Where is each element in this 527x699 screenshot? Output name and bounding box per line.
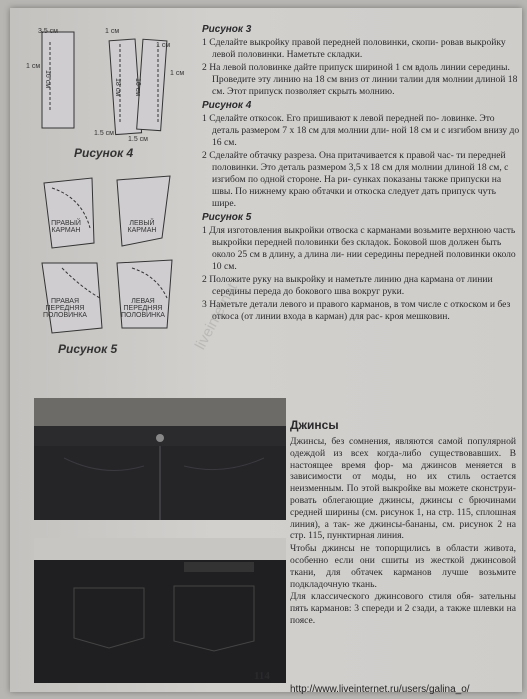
instruction-item: 1 Для изготовления выкройки отвоска с карманами возьмите верхнюю часть выкройки передней половинки без складок. Боковой шов должен быть около 25 см в длину, а длина ли- нии середины передней половинки около 10 см. [202,225,516,272]
liveinternet-watermark: liveinternet [191,280,241,353]
instruction-item: 1 Сделайте выкройку правой передней половинки, скопи- ровав выкройку левой половинки. Наметьте складки. [202,37,506,60]
photo-jeans-front [34,398,286,520]
measure-label: 1.5 см [94,130,114,137]
instruction-item: 1 Сделайте откосок. Его пришивают к левой передней по- ловинке. Это деталь размером 7 х 18 см для молнии дли- ной 18 см и с изгибом внизу до 16 см. [202,113,520,148]
piece-label: 16 см [44,70,51,89]
article-paragraph: Чтобы джинсы не топорщились в области живота, особенно если они сшиты из жесткой джинсовой ткани, для обтачек карманов лучше возьмите подкладочную ткань. [290,543,516,590]
figure-5-diagram [22,168,202,368]
section-heading: Рисунок 5 [202,212,252,223]
article-paragraph: Джинсы, без сомнения, являются самой популярной одеждой из всех когда-либо существовавших. В настоящее время фор- ма джинсов меняется в зависимости от моды, но их стиль остается неизменным. По этой выкройке вы можете сконструи- ровать облегающие джинсы, джинсы с брючинами средней ширины (см. рисунок 1, на стр. 115, сплошная линия), а так- же джинсы-бананы, см. рисунок 2 на стр. 115, пунктирная линия. [290,436,516,542]
page-number: 114 [254,670,270,682]
measure-label: 1 см [156,42,171,49]
figure-5-caption: Рисунок 5 [58,342,118,356]
article-paragraph: Для классического джинсового стиля обя- зательны пять карманов: 3 спереди и 2 сзади, а также шлевки на поясе. [290,591,516,626]
instruction-item: 3 Наметьте детали левого и правого карманов, в том числе с откоском и без откоса (от линии входа в карман) для рас- кроя мешковин. [202,299,511,322]
front-label-left: ЛЕВАЯ ПЕРЕДНЯЯ ПОЛОВИНКА [121,298,165,319]
measure-label: 1 см [170,70,185,77]
figure-4-caption: Рисунок 4 [74,146,134,160]
front-label-right: ПРАВАЯ ПЕРЕДНЯЯ ПОЛОВИНКА [43,298,87,319]
measure-label: 1 см [26,63,41,70]
pocket-label-left: ЛЕВЫЙ КАРМАН [127,220,157,234]
measure-label: 1.5 см [128,136,148,143]
footer-url: http://www.liveinternet.ru/users/galina_o/ [290,684,470,695]
pocket-label-right: ПРАВЫЙ КАРМАН [51,220,81,234]
photo-jeans-back [34,538,286,683]
section-heading: Рисунок 3 [202,24,252,35]
section-heading: Рисунок 4 [202,100,252,111]
instruction-item: 2 Сделайте обтачку разреза. Она притачивается к правой час- ти передней половинки. Это деталь размером 3,5 х 18 см для молнии длиной 18 см, с изгибом по одной стороне. На ри- сунках показаны также припуски на швы. По нижнему краю обтачки и откоска следует дать припуск чуть шире. [202,150,509,209]
instruction-item: 2 Положите руку на выкройку и наметьте линию дна кармана от линии середины переда до бокового шва вокруг руки. [202,274,493,297]
piece-label: 18 см [114,78,121,97]
measure-label: 3.5 см [38,28,58,35]
instruction-item: 2 На левой половинке дайте припуск шириной 1 см вдоль линии середины. Проведите эту линию на 18 см вниз от линии талии для молнии длиной 18 см. Этот припуск позволяет скрыть молнию. [202,62,518,97]
book-page [10,8,522,692]
measure-label: 1 см [105,28,120,35]
piece-label: 16 см [134,78,141,97]
instructions-column [202,22,522,324]
article-title: Джинсы [290,418,339,432]
jeans-photos [34,398,286,683]
article-body [290,436,516,628]
